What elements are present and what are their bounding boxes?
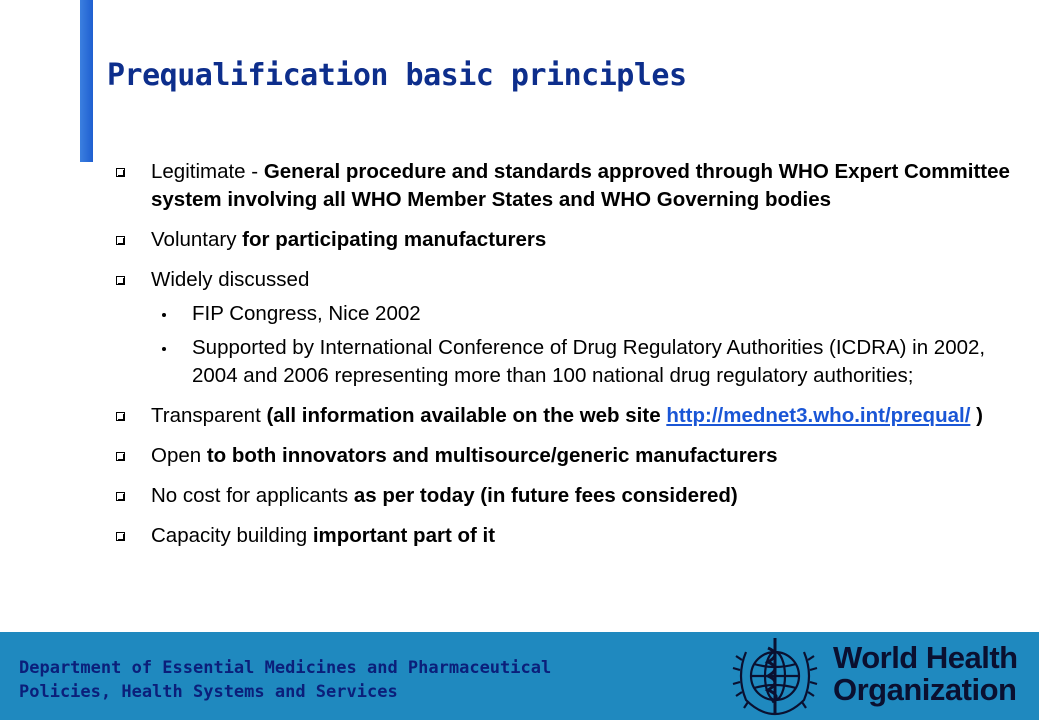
slide-title: Prequalification basic principles	[107, 58, 687, 93]
sub-list-item: FIP Congress, Nice 2002	[162, 300, 1014, 328]
checkbox-bullet-icon	[116, 276, 125, 285]
department-name: Department of Essential Medicines and Pharmaceutical Policies, Health Systems and Services	[19, 658, 552, 702]
dot-bullet-icon	[162, 313, 166, 317]
accent-bar	[80, 0, 93, 162]
prequal-web-link[interactable]: http://mednet3.who.int/prequal/	[666, 404, 971, 427]
list-item: Widely discussed	[114, 266, 1014, 294]
checkbox-bullet-icon	[116, 452, 125, 461]
dot-bullet-icon	[162, 347, 166, 351]
list-item: Open to both innovators and multisource/generic manufacturers	[114, 442, 1014, 470]
who-emblem-icon	[728, 634, 822, 718]
list-item: Legitimate - General procedure and standards approved through WHO Expert Committee system involving all WHO Member States and WHO Governing bodies	[114, 158, 1014, 214]
list-item: Transparent (all information available on the web site http://mednet3.who.int/prequal/ )	[114, 402, 1014, 430]
checkbox-bullet-icon	[116, 532, 125, 541]
checkbox-bullet-icon	[116, 492, 125, 501]
who-wordmark: World Health Organization	[833, 640, 1018, 707]
sub-list-item: Supported by International Conference of Drug Regulatory Authorities (ICDRA) in 2002, 2004 and 2006 representing more than 100 national drug regulatory authorities;	[162, 334, 1014, 390]
list-item: No cost for applicants as per today (in future fees considered)	[114, 482, 1014, 510]
list-item: Capacity building important part of it	[114, 522, 1014, 550]
bullet-list	[114, 158, 1014, 562]
checkbox-bullet-icon	[116, 412, 125, 421]
list-item: Voluntary for participating manufacturers	[114, 226, 1014, 254]
checkbox-bullet-icon	[116, 236, 125, 245]
checkbox-bullet-icon	[116, 168, 125, 177]
